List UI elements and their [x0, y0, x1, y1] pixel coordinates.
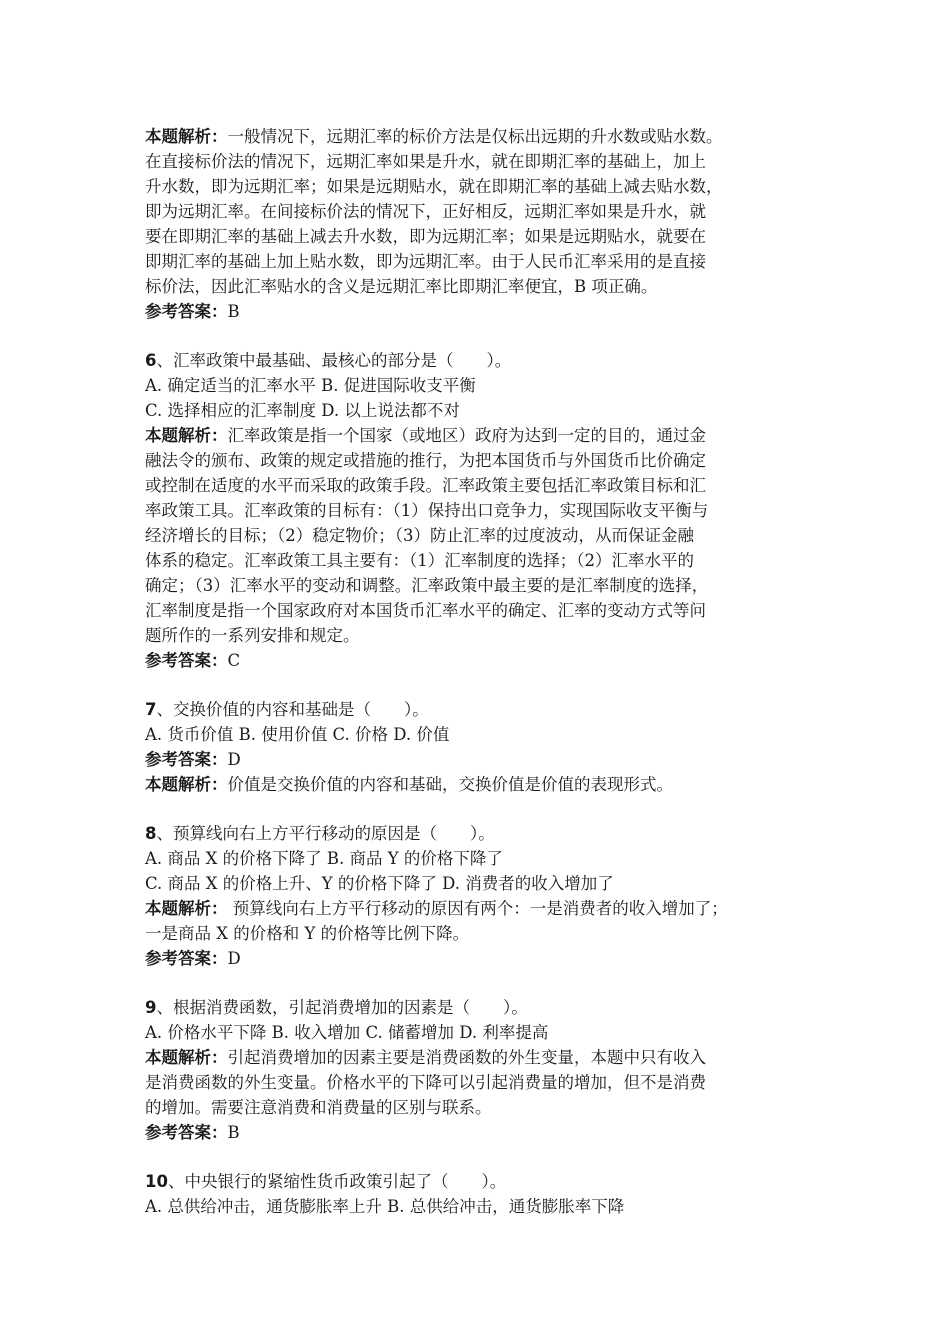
analysis-line: 题所作的一系列安排和规定。	[145, 626, 360, 645]
analysis-line: 确定；（3）汇率水平的变动和调整。汇率政策中最主要的是汇率制度的选择，	[145, 576, 709, 595]
analysis-label: 本题解析：	[145, 775, 228, 794]
answer-label: 参考答案：	[145, 949, 228, 968]
question-number: 7	[145, 700, 157, 719]
analysis-line: 汇率制度是指一个国家政府对本国货币汇率水平的确定、汇率的变动方式等问	[145, 601, 706, 620]
question-text: 、预算线向右上方平行移动的原因是（ ）。	[156, 824, 495, 843]
analysis-line: 的增加。需要注意消费和消费量的区别与联系。	[145, 1098, 492, 1117]
analysis-line: 标价法，因此汇率贴水的含义是远期汇率比即期汇率便宜，B 项正确。	[145, 277, 658, 296]
question-text: 、根据消费函数，引起消费增加的因素是（ ）。	[156, 998, 528, 1017]
question-number: 8	[145, 824, 157, 843]
analysis-line: 要在即期汇率的基础上减去升水数，即为远期汇率；如果是远期贴水，就要在	[145, 227, 706, 246]
analysis-line: 或控制在适度的水平而采取的政策手段。汇率政策主要包括汇率政策目标和汇	[145, 476, 706, 495]
analysis-line: 即期汇率的基础上加上贴水数，即为远期汇率。由于人民币汇率采用的是直接	[145, 252, 706, 271]
question-text: 、交换价值的内容和基础是（ ）。	[156, 700, 429, 719]
analysis-line	[145, 896, 825, 921]
analysis-line	[145, 124, 825, 149]
analysis-text: 预算线向右上方平行移动的原因有两个：一是消费者的收入增加了；	[227, 899, 728, 918]
option-line: C. 选择相应的汇率制度 D. 以上说法都不对	[145, 401, 460, 420]
question-number: 9	[145, 998, 157, 1017]
analysis-line: 率政策工具。汇率政策的目标有：（1）保持出口竞争力，实现国际收支平衡与	[145, 501, 709, 520]
analysis-line	[145, 1045, 825, 1070]
analysis-text: 引起消费增加的因素主要是消费函数的外生变量，本题中只有收入	[227, 1048, 706, 1067]
analysis-label: 本题解析：	[145, 127, 228, 146]
question-10	[145, 1169, 825, 1194]
analysis-line: 即为远期汇率。在间接标价法的情况下，正好相反，远期汇率如果是升水，就	[145, 202, 706, 221]
analysis-text: 价值是交换价值的内容和基础，交换价值是价值的表现形式。	[227, 775, 673, 794]
answer-line	[145, 747, 825, 772]
answer-label: 参考答案：	[145, 651, 228, 670]
question-number: 6	[145, 351, 157, 370]
answer-line	[145, 299, 825, 324]
answer-line	[145, 946, 825, 971]
analysis-line: 经济增长的目标；（2）稳定物价；（3）防止汇率的过度波动，从而保证金融	[145, 526, 694, 545]
analysis-label: 本题解析：	[145, 899, 228, 918]
analysis-text: 一般情况下，远期汇率的标价方法是仅标出远期的升水数或贴水数。	[227, 127, 723, 146]
answer-value: B	[227, 302, 240, 321]
analysis-line: 一是商品 X 的价格和 Y 的价格等比例下降。	[145, 924, 470, 943]
question-7	[145, 697, 825, 722]
analysis-line: 是消费函数的外生变量。价格水平的下降可以引起消费量的增加，但不是消费	[145, 1073, 706, 1092]
analysis-line: 升水数，即为远期汇率；如果是远期贴水，就在即期汇率的基础上减去贴水数，	[145, 177, 723, 196]
option-line: C. 商品 X 的价格上升、Y 的价格下降了 D. 消费者的收入增加了	[145, 874, 614, 893]
analysis-label: 本题解析：	[145, 426, 228, 445]
option-line: A. 商品 X 的价格下降了 B. 商品 Y 的价格下降了	[145, 849, 503, 868]
question-text: 、中央银行的紧缩性货币政策引起了（ ）。	[167, 1172, 507, 1191]
analysis-text: 汇率政策是指一个国家（或地区）政府为达到一定的目的，通过金	[227, 426, 706, 445]
answer-line	[145, 648, 825, 673]
analysis-line	[145, 423, 825, 448]
question-number: 10	[145, 1172, 168, 1191]
answer-label: 参考答案：	[145, 1123, 228, 1142]
answer-value: C	[227, 651, 241, 670]
answer-line	[145, 1120, 825, 1145]
answer-label: 参考答案：	[145, 302, 228, 321]
analysis-label: 本题解析：	[145, 1048, 228, 1067]
option-line: A. 总供给冲击，通货膨胀率上升 B. 总供给冲击，通货膨胀率下降	[145, 1197, 625, 1216]
answer-value: D	[227, 949, 241, 968]
analysis-line: 体系的稳定。汇率政策工具主要有：（1）汇率制度的选择；（2）汇率水平的	[145, 551, 694, 570]
analysis-line	[145, 772, 825, 797]
question-9	[145, 995, 825, 1020]
document-page	[145, 124, 825, 1219]
option-line: A. 确定适当的汇率水平 B. 促进国际收支平衡	[145, 376, 476, 395]
answer-value: B	[227, 1123, 240, 1142]
analysis-line: 在直接标价法的情况下，远期汇率如果是升水，就在即期汇率的基础上，加上	[145, 152, 706, 171]
question-6	[145, 348, 825, 373]
answer-label: 参考答案：	[145, 750, 228, 769]
question-text: 、汇率政策中最基础、最核心的部分是（ ）。	[156, 351, 512, 370]
option-line: A. 货币价值 B. 使用价值 C. 价格 D. 价值	[145, 725, 450, 744]
option-line: A. 价格水平下降 B. 收入增加 C. 储蓄增加 D. 利率提高	[145, 1023, 549, 1042]
question-8	[145, 821, 825, 846]
answer-value: D	[227, 750, 241, 769]
analysis-line: 融法令的颁布、政策的规定或措施的推行，为把本国货币与外国货币比价确定	[145, 451, 706, 470]
